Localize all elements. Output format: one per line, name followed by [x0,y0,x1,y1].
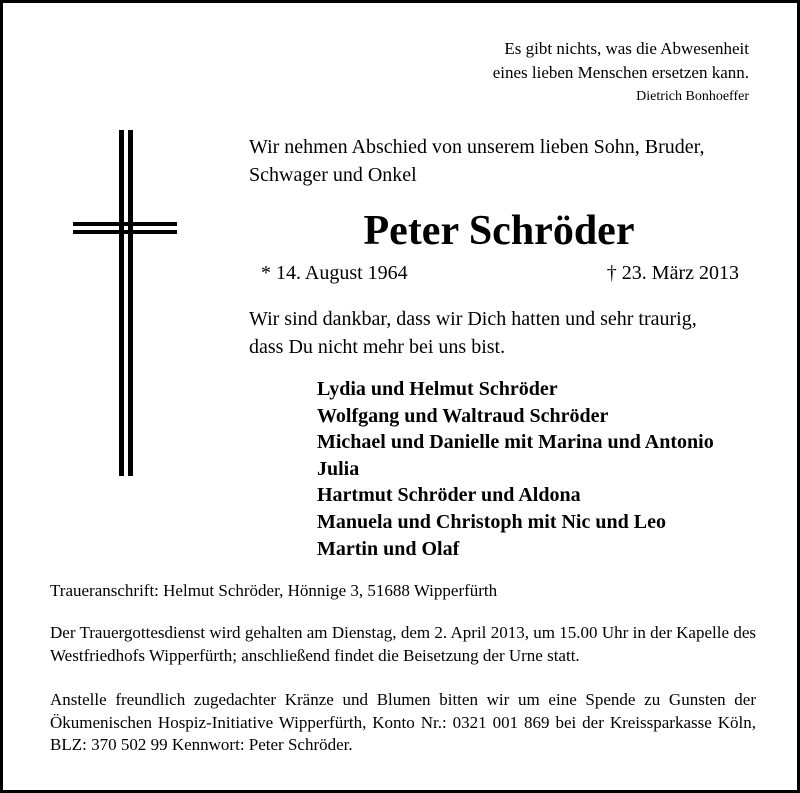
birth-date: * 14. August 1964 [261,262,408,284]
mourner-entry: Lydia und Helmut Schröder [317,378,558,400]
death-date: † 23. März 2013 [606,262,739,284]
mourning-address: Traueranschrift: Helmut Schröder, Hönnige 3, 51688 Wipperfürth [50,581,498,600]
gratitude-text [249,305,759,361]
mourner-entry: Michael und Danielle mit Marina und Antonio [317,431,714,454]
funeral-service-info: Der Trauergottesdienst wird gehalten am Dienstag, dem 2. April 2013, um 15.00 Uhr in der Kapelle des Westfriedhofs Wipperfürth; anschließend findet die Beisetzung der Urne statt. [50,623,756,665]
intro-line: Wir nehmen Abschied von unserem lieben Sohn, Bruder, [249,136,705,158]
mourner-entry: Manuela und Christoph mit Nic und Leo [317,510,666,533]
gratitude-line: dass Du nicht mehr bei uns bist. [249,336,506,358]
intro-line: Schwager und Onkel [249,164,417,186]
mourner-entry: Julia [317,457,360,480]
quote-line: eines lieben Menschen ersetzen kann. [492,63,749,82]
latin-cross-icon [73,130,177,476]
quote-line: Es gibt nichts, was die Abwesenheit [504,39,749,58]
mourner-entry: Martin und Olaf [317,537,460,560]
donation-request: Anstelle freundlich zugedachter Kränze und Blumen bitten wir um eine Spende zu Gunsten der Ökumenischen Hospiz-Initiative Wipperfürth, Konto Nr.: 0321 001 869 bei der Kreissparkasse Köln, BLZ: 370 502 99 Kennwort: Peter Schröder. [50,690,756,754]
deceased-name: Peter Schröder [363,208,635,254]
mourners-list [317,376,777,562]
gratitude-line: Wir sind dankbar, dass wir Dich hatten und sehr traurig, [249,308,697,330]
mourner-entry: Hartmut Schröder und Aldona [317,484,581,507]
farewell-intro [249,133,759,189]
epigraph-quote [409,37,749,85]
quote-author: Dietrich Bonhoeffer [636,89,749,104]
mourner-entry: Wolfgang und Waltraud Schröder [317,404,609,427]
